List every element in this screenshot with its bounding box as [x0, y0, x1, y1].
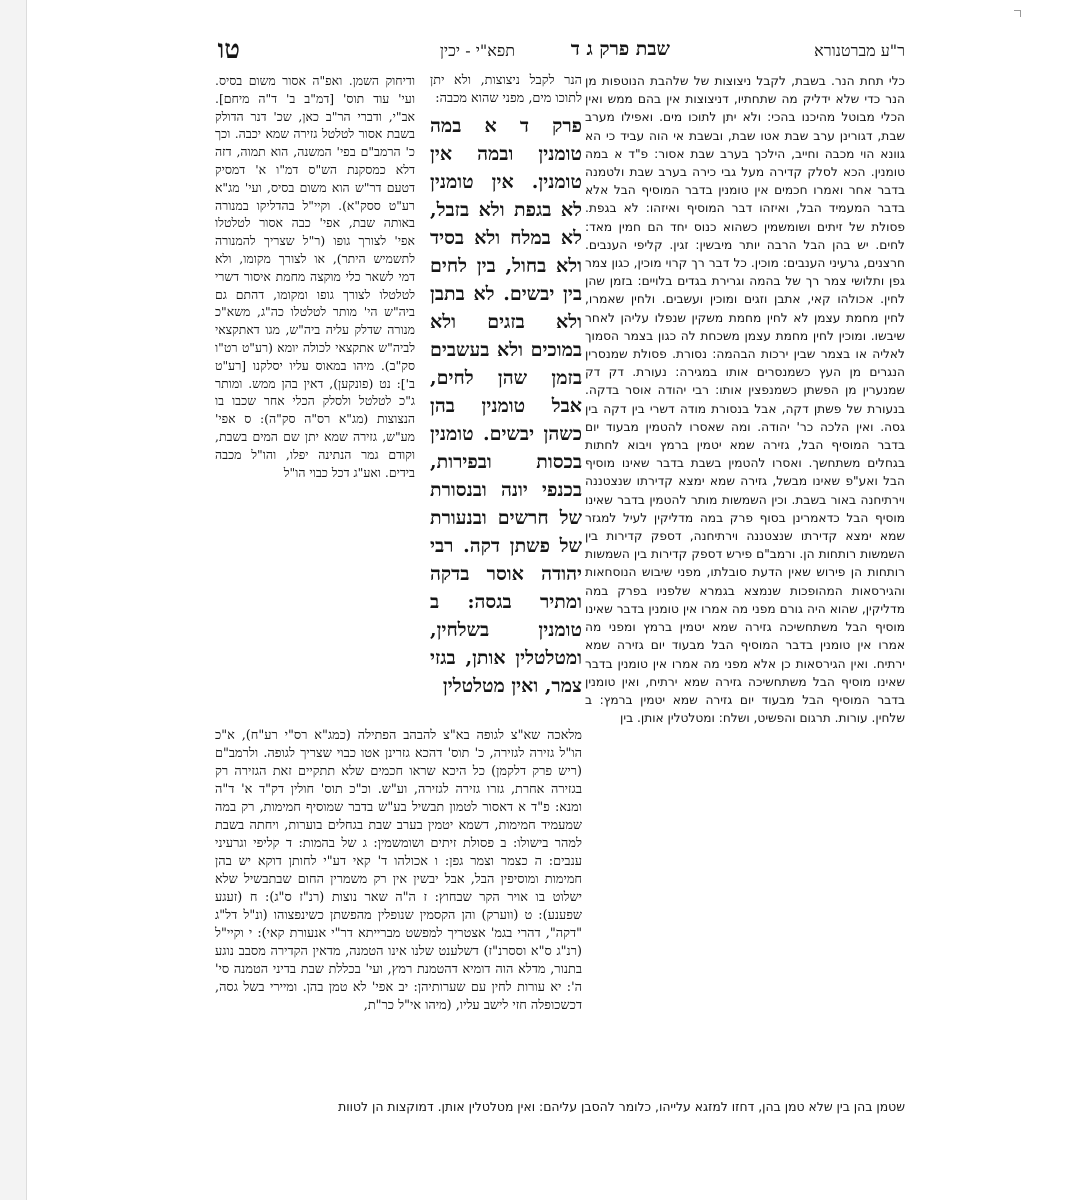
bartenura-commentary-column [585, 72, 905, 1092]
tiferet-yisrael-column [215, 72, 415, 727]
mishnah-column [430, 72, 582, 697]
page-number: טו [217, 35, 240, 65]
footer-text: שטמן בהן בין שלא טמן בהן, דחזו למזגא עלייהו, כלומר להסבן עליהם: ואין מטלטלין אותן. דמוקצות הן לטוות [338, 1099, 905, 1114]
binding-edge-line [26, 0, 27, 1200]
page-header [215, 35, 905, 67]
commentary-reference: תפא"י - יכין [439, 41, 515, 60]
yachin-notes-text: מלאכה שא"צ לגופה בא"צ להבהב הפתילה (כמג"א רס"י רע"ח), א"כ הו"ל גזירה לגזירה, כ' תוס' דהכא גזרינן אטו כבוי שצריך לגופה. ולרמב"ם (ריש פרק דלקמן) כל היכא שראו חכמים שלא תתקיים זאת הגזירה רק בגזירה אחרת, גזרו גזירה לגזירה, וע"ש. וכ"כ תוס' חולין דק"ד א' ד"ה ומנא: פ"ד א דאסור לטמון תבשיל בע"ש בדבר שמוסיף חמימות, רק במה שמעמיד חמימות, דשמא יטמין בערב שבת בגחלים בוערות, ויחתה בשבת למהר בישולו: ב פסולת זיתים ושומשמין: ג של בהמות: ד קליפי וגרעיני ענבים: ה כצמר וצמר גפן: ו אכולהו ד' קאי דע"י לחותן דוקא יש בהן חמימות ומוסיפין הבל, אבל יבשין אין רק משמרין החום שבתבשיל שלא ישלוט בו אויר הקר שבחוץ: ז ה"ה שאר נוצות (רנ"ז ס"ג): ח (זעגע שפענע): ט (ווערק) והן הקסמין שנופלין מהפשתן כשינפצוהו (ונ"ל דל"ג "דקה", דהרי בגמ' אצטריך למפשט מברייתא דר"י אנעורת קאי): י וקיי"ל (רנ"ג ס"א וססרנ"ז) דשלענט שלנו אינו הטמנה, מדאין הקדירה מסבב נוגע בתנור, מדלא הוה דומיא דהטמנת רמץ, ועי' בכללת שבת בדיני הטמנה סי' ה': יא עורות לחין עם שערותיהן: יב אפי' לא טמן בהן. ומיירי בשל גסה, דכשכופלה חזי לישב עליו, (מיהו אי"ל כר"ת, [215, 728, 582, 1013]
bartenura-text: כלי תחת הנר. בשבת, לקבל ניצוצות של שלהבת הנוטפות מן הנר כדי שלא ידליק מה שתחתיו, דניצוצות אין בהם ממש ואין הכלי מבוטל מהיכנו בהכי: ולא יתן לתוכו מים. ואפילו מערב שבת, דגורינן ערב שבת אטו שבת, ובשבת אי הוה עביד כי הא גוונא הוי מכבה וחייב, הילכך בערב שבת אסור: פ"ד א במה טומנין. הכא לסלק קדירה מעל גבי כירה בערב שבת ולטמנה בדבר אחר ואמרו חכמים אין טומנין בדבר המוסיף הבל אלא בדבר המעמיד הבל, ואיזהו דבר המוסיף ואיזהו: לא בגפת. פסולת של זיתים ושומשמין כשהוא כנוס יחד הם חמין מאד: לחים. יש בהן הבל הרבה יותר מיבשין: זגין. קליפי הענבים. חרצנים, גרעיני הענבים: מוכין. כל דבר רך קרוי מוכין, כגון צמר גפן ותלושי צמר רך של בהמה וגרירת בגדים בלויים: בזמן שהן לחין. אכולהו קאי, אתבן וזגים ומוכין ועשבים. ולחין שאמרו, לחין מחמת עצמן לא לחין מחמת משקין שנפלו עליהן לאחר שיבשו. ומוכין לחין מחמת עצמן משכחת לה כגון בצמר הסמוך לאליה או בצמר שבין ירכות הבהמה: נסורת. פסולת שמנסרין הנגרים מן העץ כשמנסרים אותו במגירה: נעורת. דק דק שמנערין מן הפשתן כשמנפצין אותו: רבי יהודה אוסר בדקה. בנעורת של פשתן דקה, אבל בנסורת מודה דשרי בין דקה בין גסה. ואין הלכה כר' יהודה. ומה שאסרו להטמין מבעוד יום בדבר המוסיף הבל, גזירה שמא יטמין ברמץ ויבוא לחתות בגחלים משתחשך. ואסרו להטמין בשבת בדבר שאינו מוסיף הבל ואע"פ שאינו מבשל, גזירה שמא ימצא קדירתו שנצטננה וירתיחנה באור בשבת. וכין השמשות מותר להטמין בדבר שאינו מוסיף הבל כדאמרינן בסוף פרק במה מדליקין לעיל למגזר שמא ימצא קדירתו שנצטננה וירתיחנה, דספק קדירות בין השמשות רותחות הן. ורמב"ם פירש דספק קדירות בין השמשות רותחות הן פירוש שאין הדעת סובלתו, מפני שיבוש הנוסחאות והגירסאות המהופכות שנמצא בגמרא שלפניו בפרק במה מדליקין, שהוא היה גורם מפני מה אמרו אין טומנין בדבר שאינו מוסיף הבל משתחשיכה גזירה שמא יטמין ברמץ ומפני מה אמרו אין טומנין בדבר המוסיף הבל מבעוד יום גזירה שמא ירתיח. ואין הגירסאות כן אלא מפני מה אמרו אין טומנין בדבר שאינו מוסיף הבל משתחשיכה גזירה שמא ירתיח, ואין טומנין בדבר המוסיף הבל מבעוד יום גזירה שמא יטמין ברמץ: ב שלחין. עורות. תרגום והפשיט, ושלח: ומטלטלין אותן. בין [585, 74, 905, 726]
page-binding-margin [0, 0, 26, 1200]
mishnah-text: פרק ד א במה טומנין ובמה אין טומנין. אין טומנין לא בגפת ולא בזבל, לא במלח ולא בסיד ולא בחול, בין לחים בין יבשים. לא בתבן ולא בזגים ולא במוכים ולא בעשבים בזמן שהן לחים, אבל טומנין בהן כשהן יבשים. טומנין בכסות ובפירות, בכנפי יונה ובנסורת של חרשים ובנעורת של פשתן דקה. רבי יהודה אוסר בדקה ומתיר בגסה: ב טומנין בשלחין, ומטלטלין אותן, בגזי צמר, ואין מטלטלין [430, 114, 582, 697]
tiferet-yisrael-text: ודיחוק השמן. ואפ"ה אסור משום בסיס. ועי' עוד תוס' [דמ"ב ב' ד"ה מיחם]. אב"י, ודברי הר"ב כאן, שכ' דנר הדולק בשבת אסור לטלטל גזירה שמא יכבה. וכך כ' הרמב"ם בפי' המשנה, הוא תמוה, דזה דלא כמסקנת הש"ס דמ"ו א' דמסיק דטעם דר"ש הוא משום בסיס, ועי' מג"א רע"ט ססק"א). וקיי"ל בהדליקו במנורה באותה שבת, אפי' כבה אסור לטלטלו אפי' לצורך גופו (ר"ל שצריך להמנורה לתשמיש היתר), או לצורך מקומו, ולא דמי לשאר כלי מוקצה מחמת איסור דשרי לטלטלו לצורך גופו ומקומו, דהתם גם ביה"ש הי' מותר לטלטלו כה"ג, משא"כ מנורה שדלק עליה ביה"ש, מגו דאתקצאי לביה"ש אתקצאי לכולה יומא (רע"ט רט"ו סק"ב). מיהו במאוס עליו יסלקנו [רע"ט ב']: נט (פונקען), דאין בהן ממש. ומותר ג"כ לטלטל ולסלק הכלי אחר שכבו בו הנצוצות (מג"א רס"ה סק"ה): ס אפי' מע"ש, גזירה שמא יתן שם המים בשבת, וקודם גמר הנתינה יפלו, והו"ל מכבה בידים. ואע"ג דכל כבוי הו"ל [215, 73, 415, 480]
commentary-title: ר"ע מברטנורא [814, 41, 905, 60]
mishnah-intro: הנר לקבל ניצוצות, ולא יתן לתוכו מים, מפני שהוא מכבה: [430, 73, 582, 106]
crop-mark [1014, 10, 1021, 17]
tractate-chapter-title: שבת פרק ג ד [570, 38, 670, 60]
page-footer-text [215, 1098, 905, 1142]
yachin-notes-block [215, 727, 582, 1092]
